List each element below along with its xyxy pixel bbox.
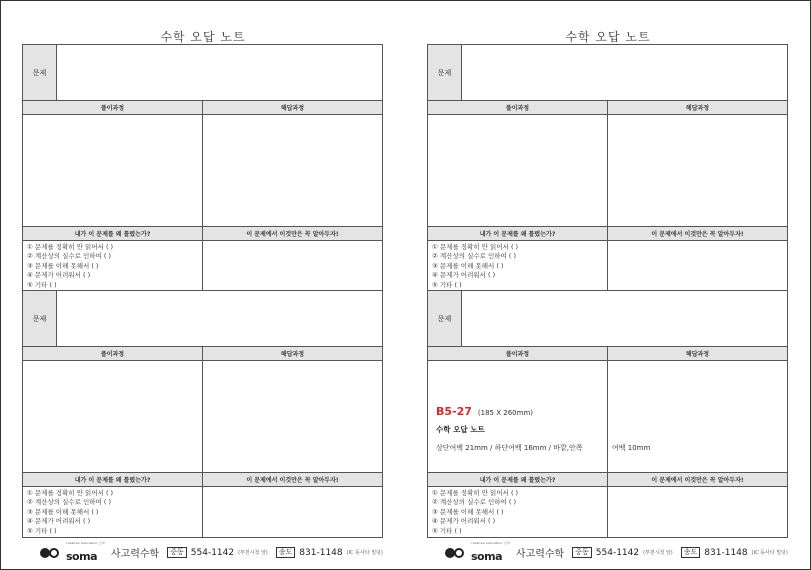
option-4[interactable]: ④ 문제가 어려워서 ( ) (432, 517, 496, 526)
option-5[interactable]: ⑤ 기타 ( ) (27, 280, 57, 289)
branch-badge-2: 송도 (681, 547, 701, 558)
process-row (23, 115, 382, 227)
option-4[interactable]: ④ 문제가 어려워서 ( ) (27, 517, 91, 526)
answer-process-area[interactable] (607, 115, 787, 226)
process-header (23, 101, 382, 115)
why-wrong-options (428, 241, 607, 290)
right-page (405, 0, 811, 570)
option-3[interactable]: ③ 문제를 이해 못해서 ( ) (27, 261, 99, 270)
option-4[interactable]: ④ 문제가 어려워서 ( ) (432, 271, 496, 280)
spec-code: B5-27 (436, 405, 472, 418)
brand-name: 사고력수학 (515, 549, 565, 560)
must-know-label: 이 문제에서 이것만은 꼭 알아두자! (202, 473, 382, 486)
why-wrong-label: 내가 이 문제를 왜 틀렸는가? (479, 231, 556, 238)
branch-badge-1: 중동 (572, 547, 592, 558)
solution-process-area[interactable] (23, 361, 202, 472)
answer-process-area[interactable] (202, 361, 382, 472)
logo-tagline: creative education 소마 (471, 541, 510, 545)
review-header (428, 473, 787, 487)
option-3[interactable]: ③ 문제를 이해 못해서 ( ) (432, 507, 504, 516)
why-wrong-options (428, 487, 607, 537)
problem-row (23, 45, 382, 101)
solution-process-area[interactable] (428, 115, 607, 226)
why-wrong-options (23, 487, 202, 537)
answer-process-label: 해답과정 (202, 101, 382, 114)
branch-phone-2: 831-1148 (299, 547, 343, 558)
branch-note-1: (부천시청 앞) (643, 550, 673, 556)
answer-process-label: 해답과정 (607, 347, 787, 360)
solution-process-label: 풀이과정 (505, 105, 530, 112)
answer-process-label: 해답과정 (607, 101, 787, 114)
must-know-label: 이 문제에서 이것만은 꼭 알아두자! (607, 473, 787, 486)
soma-logo (471, 541, 510, 564)
solution-process-area[interactable] (428, 361, 607, 472)
problem-label: 문제 (428, 291, 462, 346)
option-2[interactable]: ② 계산상의 실수로 인하여 ( ) (432, 498, 517, 507)
logo-tagline: creative education 소마 (66, 541, 105, 545)
branch-phone-1: 554-1142 (190, 547, 235, 558)
review-row (428, 241, 787, 291)
logo-text: soma (471, 550, 502, 563)
branch-note-2: (IC 동사타 빌딩) (346, 550, 383, 556)
branch-note-2: (IC 동사타 빌딩) (751, 550, 788, 556)
must-know-area[interactable] (202, 487, 382, 537)
review-row (23, 241, 382, 291)
review-row (23, 487, 382, 537)
review-header (428, 227, 787, 241)
option-1[interactable]: ① 문제를 정확히 안 읽어서 ( ) (27, 243, 114, 251)
why-wrong-options (23, 241, 202, 290)
process-header (428, 347, 787, 361)
problem-row (428, 291, 787, 347)
problem-area[interactable] (462, 291, 787, 346)
soma-logo-icon (40, 546, 62, 560)
must-know-area[interactable] (607, 487, 787, 537)
branch-phone-2: 831-1148 (704, 547, 748, 558)
soma-logo (66, 541, 105, 564)
brand-name: 사고력수학 (110, 549, 160, 560)
problem-label: 문제 (23, 291, 57, 346)
footer (40, 541, 383, 564)
soma-logo-icon (445, 546, 467, 560)
must-know-area[interactable] (202, 241, 382, 290)
branch-phone-1: 554-1142 (595, 547, 640, 558)
page-title: 수학 오답 노트 (565, 30, 651, 44)
review-row (428, 487, 787, 537)
process-row (428, 361, 787, 473)
must-know-area[interactable] (607, 241, 787, 290)
why-wrong-label: 내가 이 문제를 왜 틀렸는가? (479, 477, 556, 484)
spec-name: 수학 오답 노트 (436, 425, 485, 434)
spec-annotation (436, 405, 583, 453)
option-1[interactable]: ① 문제를 정확히 안 읽어서 ( ) (432, 489, 519, 497)
option-2[interactable]: ② 계산상의 실수로 인하여 ( ) (27, 252, 112, 261)
branch-note-1: (부천시청 앞) (238, 550, 268, 556)
problem-area[interactable] (57, 291, 382, 346)
problem-row (23, 291, 382, 347)
note-sheet (22, 44, 383, 538)
problem-area[interactable] (57, 45, 382, 100)
solution-process-label: 풀이과정 (505, 351, 530, 358)
problem-row (428, 45, 787, 101)
note-sheet (427, 44, 788, 538)
option-5[interactable]: ⑤ 기타 ( ) (432, 280, 462, 289)
problem-label: 문제 (23, 45, 57, 100)
option-3[interactable]: ③ 문제를 이해 못해서 ( ) (27, 507, 99, 516)
must-know-label: 이 문제에서 이것만은 꼭 알아두자! (202, 227, 382, 240)
spec-margins: 상단여백 21mm / 하단여백 16mm / 바깥,안쪽 (436, 444, 583, 452)
process-row (23, 361, 382, 473)
option-1[interactable]: ① 문제를 정확히 안 읽어서 ( ) (27, 489, 114, 497)
why-wrong-label: 내가 이 문제를 왜 틀렸는가? (74, 477, 151, 484)
solution-process-label: 풀이과정 (100, 105, 125, 112)
page-title: 수학 오답 노트 (160, 30, 246, 44)
process-row (428, 115, 787, 227)
review-header (23, 227, 382, 241)
spec-side-margin: 여백 10mm (612, 444, 651, 452)
logo-text: soma (66, 550, 97, 563)
why-wrong-label: 내가 이 문제를 왜 틀렸는가? (74, 231, 151, 238)
branch-badge-1: 중동 (167, 547, 187, 558)
solution-process-label: 풀이과정 (100, 351, 125, 358)
branch-badge-2: 송도 (276, 547, 296, 558)
option-3[interactable]: ③ 문제를 이해 못해서 ( ) (432, 261, 504, 270)
solution-process-area[interactable] (23, 115, 202, 226)
option-1[interactable]: ① 문제를 정확히 안 읽어서 ( ) (432, 243, 519, 251)
option-4[interactable]: ④ 문제가 어려워서 ( ) (27, 271, 91, 280)
must-know-label: 이 문제에서 이것만은 꼭 알아두자! (607, 227, 787, 240)
answer-process-label: 해답과정 (202, 347, 382, 360)
option-5[interactable]: ⑤ 기타 ( ) (432, 526, 462, 535)
review-header (23, 473, 382, 487)
option-2[interactable]: ② 계산상의 실수로 인하여 ( ) (27, 498, 112, 507)
answer-process-area[interactable] (202, 115, 382, 226)
problem-label: 문제 (428, 45, 462, 100)
problem-area[interactable] (462, 45, 787, 100)
answer-process-area[interactable] (607, 361, 787, 472)
process-header (23, 347, 382, 361)
process-header (428, 101, 787, 115)
option-5[interactable]: ⑤ 기타 ( ) (27, 526, 57, 535)
footer (445, 541, 788, 564)
spec-size: (185 X 260mm) (477, 409, 533, 417)
option-2[interactable]: ② 계산상의 실수로 인하여 ( ) (432, 252, 517, 261)
